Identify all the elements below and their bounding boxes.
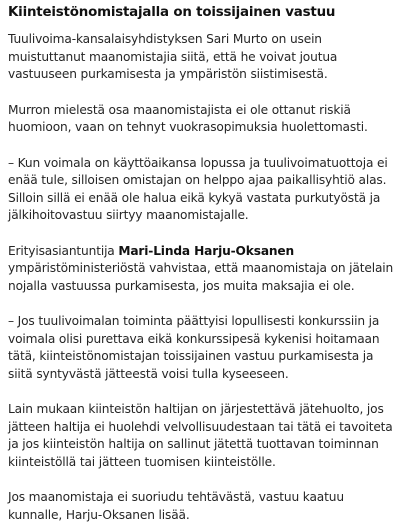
paragraph-4-rest: ympäristöministeriöstä vahvistaa, että maanomistaja on jätelain nojalla vastuussa purkamisesta, jos muita maksajia ei ole. [8,261,394,293]
paragraph-6: Lain mukaan kiinteistön haltijan on järjestettävä jätehuolto, jos jätteen haltija ei huolehdi velvollisuudestaan tai tätä ei tavoiteta ja jos kiinteistön haltija on sallinut jätettä tuottavan toiminnan kiinteistöllä tai jätteen tuomisen kiinteistölle. [8,402,393,469]
paragraph-4 [8,243,396,296]
paragraph-7: Jos maanomistaja ei suoriudu tehtävästä, vastuu kaatuu kunnalle, Harju-Oksanen lisää. [8,490,344,522]
article-subheading: Kiinteistönomistajalla on toissijainen vastuu [8,5,336,20]
paragraph-4-intro: Erityisasiantuntija [8,243,119,258]
paragraph-2: Murron mielestä osa maanomistajista ei ole ottanut riskiä huomioon, vaan on tehnyt vuokrasopimuksia huolettomasti. [8,102,368,134]
paragraph-5-quote: – Jos tuulivoimalan toiminta päättyisi lopullisesti konkurssiin ja voimala olisi purettava eikä konkurssipesä kykenisi hoitamaan tätä, kiinteistönomistajan toissijainen vastuu purkamisesta ja siitä syntyvästä jätteestä voisi tulla kyseeseen. [8,314,380,381]
expert-name: Mari-Linda Harju-Oksanen [118,243,295,258]
paragraph-3-quote: – Kun voimala on käyttöaikansa lopussa ja tuulivoimatuottoja ei enää tule, silloisen omistajan on helppo ajaa paikallisyhtiö alas. Silloin sillä ei enää ole halua eikä kykyä vastata purkutyöstä ja jälkihoitovastuu siirtyy maanomistajalle. [8,155,388,222]
paragraph-1: Tuulivoima-kansalaisyhdistyksen Sari Murto on usein muistuttanut maanomistajia siitä, että he voivat joutua vastuuseen purkamisesta ja ympäristön siistimisestä. [8,32,338,81]
